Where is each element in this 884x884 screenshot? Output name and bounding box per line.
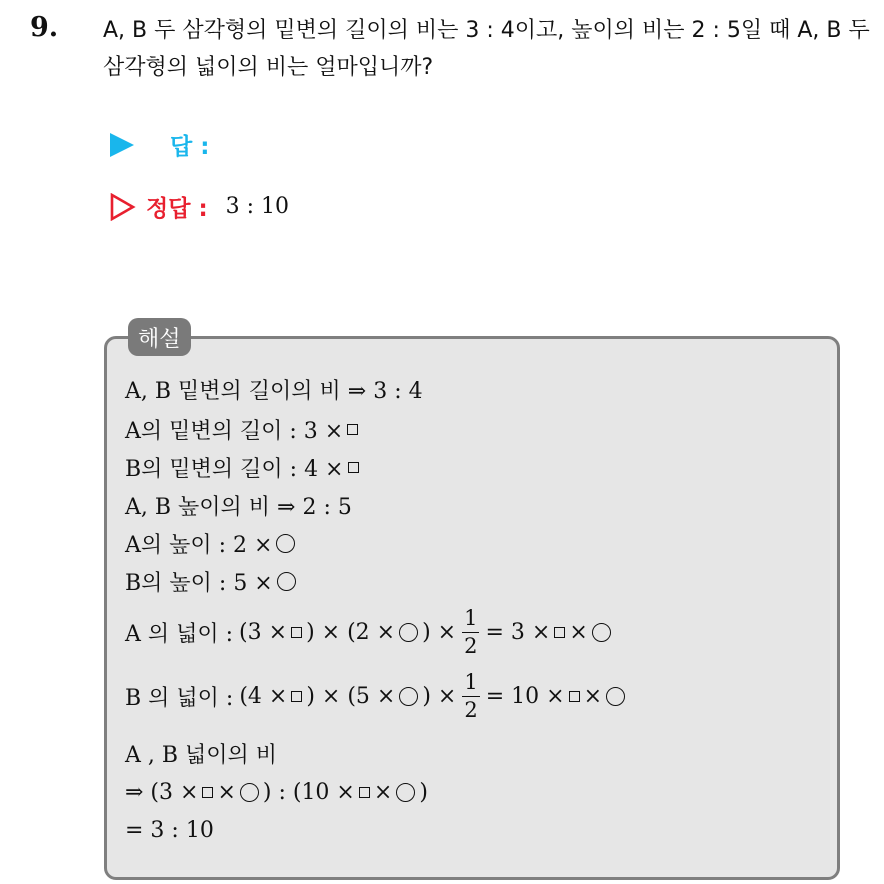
line-label: B 의 넓이 : xyxy=(125,686,234,711)
explanation-line xyxy=(125,738,277,769)
explanation-line xyxy=(125,374,423,405)
line-part: ) × (2 × xyxy=(306,620,396,645)
circle-icon xyxy=(606,687,625,706)
line-part: ) × xyxy=(422,684,457,709)
line-text: A의 밑변의 길이 : 3 × xyxy=(125,419,344,444)
square-icon xyxy=(569,691,580,702)
line-part: ⇒ (3 × xyxy=(125,780,199,805)
line-part: ) xyxy=(419,780,428,805)
line-text: A의 높이 : 2 × xyxy=(125,533,273,558)
circle-icon xyxy=(399,687,418,706)
line-part: = 3 × xyxy=(485,620,551,645)
fraction xyxy=(462,672,479,721)
line-text: A, B 밑변의 길이의 비 ⇒ 3 : 4 xyxy=(125,379,423,404)
explanation-line xyxy=(125,566,300,597)
fraction-numerator: 1 xyxy=(462,608,479,633)
square-icon xyxy=(347,424,358,435)
line-part: ) × (5 × xyxy=(306,684,396,709)
line-part: (4 × xyxy=(239,684,288,709)
line-text: A, B 높이의 비 ⇒ 2 : 5 xyxy=(125,495,352,520)
circle-icon xyxy=(276,534,295,553)
question-text: A, B 두 삼각형의 밑변의 길이의 비는 3 : 4이고, 높이의 비는 2 : 5일 때 A, B 두 삼각형의 넓이의 비는 얼마입니까? xyxy=(103,18,870,80)
explanation-tag: 해설 xyxy=(128,318,191,356)
line-part: × xyxy=(217,780,236,805)
line-text: = 3 : 10 xyxy=(125,818,214,843)
explanation-line xyxy=(125,528,299,559)
explanation-line xyxy=(125,780,428,805)
play-triangle-icon xyxy=(110,133,134,157)
explanation-line xyxy=(125,818,214,843)
line-part: ) × xyxy=(422,620,457,645)
correct-answer-label: 정답 : xyxy=(146,196,208,222)
circle-icon xyxy=(399,623,418,642)
circle-icon xyxy=(396,783,415,802)
line-label: A 의 넓이 : xyxy=(125,622,234,647)
explanation-line xyxy=(125,414,362,445)
line-part: ) : (10 × xyxy=(262,780,355,805)
line-text: A , B 넓이의 비 xyxy=(125,743,278,768)
line-part: × xyxy=(373,780,393,805)
line-text: B의 밑변의 길이 : 4 × xyxy=(125,457,344,482)
answer-row xyxy=(110,128,227,161)
square-icon xyxy=(202,787,213,798)
square-icon xyxy=(291,691,302,702)
circle-icon xyxy=(592,623,611,642)
explanation-line xyxy=(125,672,629,721)
correct-answer-row xyxy=(110,190,289,223)
circle-icon xyxy=(240,783,259,802)
square-icon xyxy=(348,462,359,473)
line-part: = 10 × xyxy=(485,684,565,709)
square-icon xyxy=(359,787,370,798)
answer-label: 답 : xyxy=(170,134,210,160)
fraction-numerator: 1 xyxy=(462,672,479,697)
outline-triangle-icon xyxy=(110,193,136,221)
line-part: × xyxy=(583,684,603,709)
explanation-line xyxy=(125,608,615,657)
circle-icon xyxy=(277,572,296,591)
fraction-denominator: 2 xyxy=(464,698,478,722)
explanation-line xyxy=(125,452,363,483)
square-icon xyxy=(554,627,565,638)
line-text: B의 높이 : 5 × xyxy=(125,571,273,596)
correct-answer-value: 3 : 10 xyxy=(225,194,290,219)
fraction xyxy=(462,608,479,657)
line-part: × xyxy=(569,620,588,645)
square-icon xyxy=(291,627,302,638)
explanation-line xyxy=(125,490,352,521)
question-number: 9. xyxy=(30,12,59,43)
fraction-denominator: 2 xyxy=(464,634,478,658)
line-part: (3 × xyxy=(239,620,288,645)
